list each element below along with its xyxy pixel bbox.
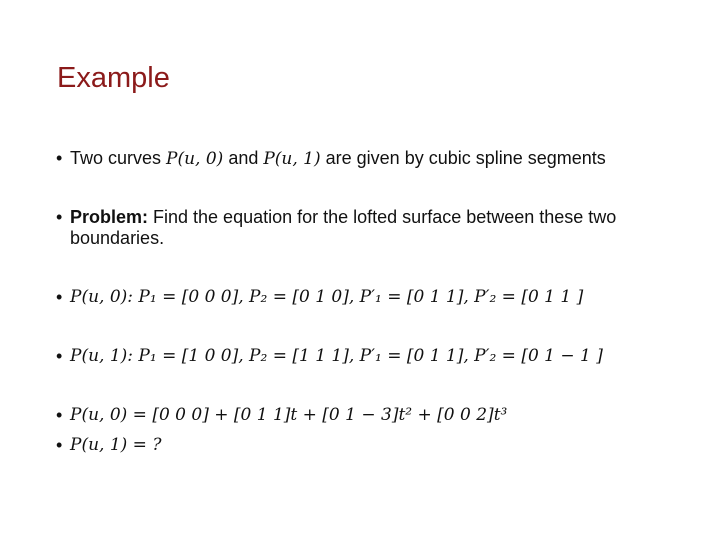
problem-label: Problem: [70,207,149,227]
bullet-marker: • [56,148,63,168]
bullet-marker: • [56,346,63,366]
math-expression: P(u, 0): P₁ = [0 0 0], P₂ = [0 1 0], P′₁ = [0 1 1], P′₂ = [0 1 1 ] [70,287,584,307]
bullet-marker: • [56,287,63,307]
text-part: and [223,148,264,168]
bullet-marker: • [56,435,63,455]
bullet-two-curves [56,148,606,170]
math-expression: P(u, 0) [166,149,224,169]
bullet-boundary-0 [56,287,583,308]
bullet-marker: • [56,405,63,425]
bullet-text [70,148,606,170]
slide-title: Example [57,62,170,94]
bullet-boundary-1 [56,346,603,367]
bullet-curve-1-equation [56,435,161,456]
bullet-marker: • [56,207,63,227]
math-expression: P(u, 0) = [0 0 0] + [0 1 1]t + [0 1 − 3]t² + [0 0 2]t³ [70,405,508,425]
bullet-curve-0-equation [56,405,507,426]
problem-text: Find the equation for the lofted surface between these two boundaries. [70,207,617,248]
math-expression: P(u, 1) = ? [70,435,162,455]
bullet-problem [56,207,660,249]
math-expression: P(u, 1) [263,149,321,169]
bullet-text [70,207,660,249]
math-expression: P(u, 1): P₁ = [1 0 0], P₂ = [1 1 1], P′₁ = [0 1 1], P′₂ = [0 1 − 1 ] [70,346,603,366]
text-part: Two curves [70,148,167,168]
text-part: are given by cubic spline segments [320,148,606,168]
